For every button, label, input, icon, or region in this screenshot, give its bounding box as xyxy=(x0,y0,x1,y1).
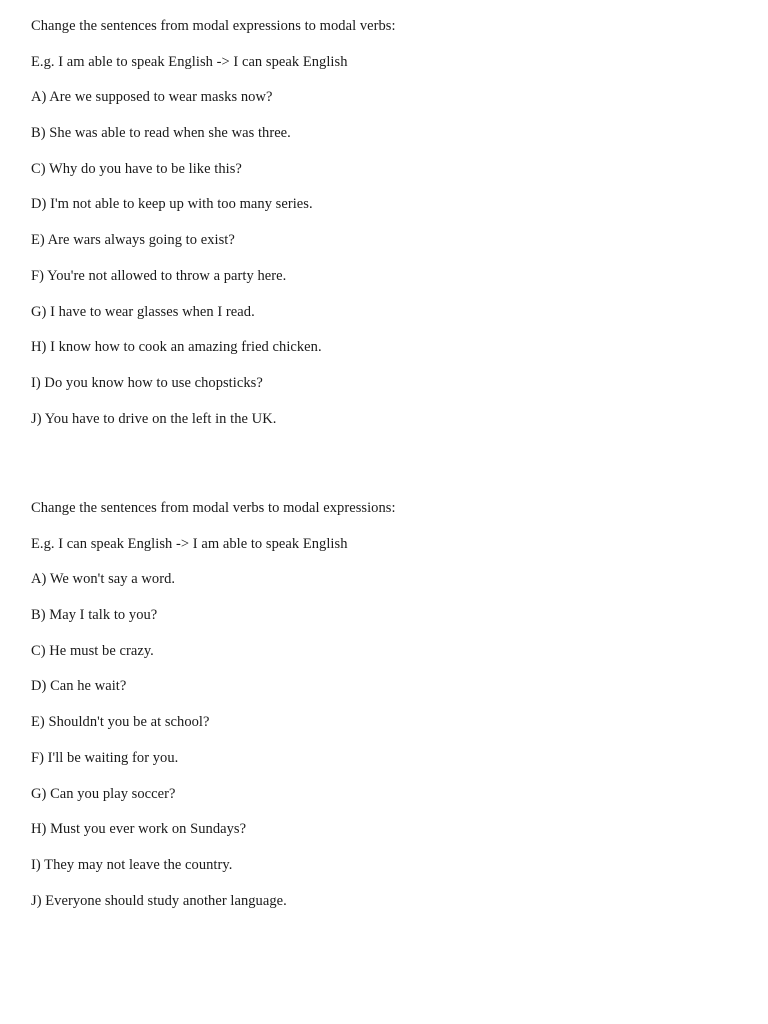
exercise-1-item-b: B) She was able to read when she was three. xyxy=(31,125,291,142)
exercise-1-item-f: F) You're not allowed to throw a party here. xyxy=(31,267,287,284)
exercise-2-item-b: B) May I talk to you? xyxy=(31,607,158,624)
exercise-1-item-j: J) You have to drive on the left in the UK. xyxy=(31,410,277,427)
exercise-2-instruction: Change the sentences from modal verbs to modal expressions: xyxy=(31,500,396,516)
exercise-2-example: E.g. I can speak English -> I am able to speak English xyxy=(31,535,348,552)
exercise-2-item-d: D) Can he wait? xyxy=(31,678,127,695)
exercise-2 xyxy=(31,499,731,910)
exercise-2-item-g: G) Can you play soccer? xyxy=(31,785,176,802)
exercise-1 xyxy=(31,17,731,428)
exercise-1-item-c: C) Why do you have to be like this? xyxy=(31,160,242,177)
exercise-1-item-g: G) I have to wear glasses when I read. xyxy=(31,303,255,320)
exercise-2-item-c: C) He must be crazy. xyxy=(31,642,154,659)
exercise-2-item-a: A) We won't say a word. xyxy=(31,571,176,588)
exercise-1-item-a: A) Are we supposed to wear masks now? xyxy=(31,89,273,106)
exercise-1-item-i: I) Do you know how to use chopsticks? xyxy=(31,374,263,391)
exercise-1-item-e: E) Are wars always going to exist? xyxy=(31,232,235,249)
exercise-1-item-h: H) I know how to cook an amazing fried chicken. xyxy=(31,339,322,356)
exercise-2-item-i: I) They may not leave the country. xyxy=(31,856,233,873)
exercise-2-item-f: F) I'll be waiting for you. xyxy=(31,749,179,766)
exercise-1-instruction: Change the sentences from modal expressions to modal verbs: xyxy=(31,18,396,34)
exercise-1-example: E.g. I am able to speak English -> I can speak English xyxy=(31,53,348,70)
exercise-2-item-e: E) Shouldn't you be at school? xyxy=(31,714,210,731)
exercise-1-item-d: D) I'm not able to keep up with too many series. xyxy=(31,196,313,213)
exercise-2-item-j: J) Everyone should study another language. xyxy=(31,892,287,909)
exercise-2-item-h: H) Must you ever work on Sundays? xyxy=(31,821,247,838)
